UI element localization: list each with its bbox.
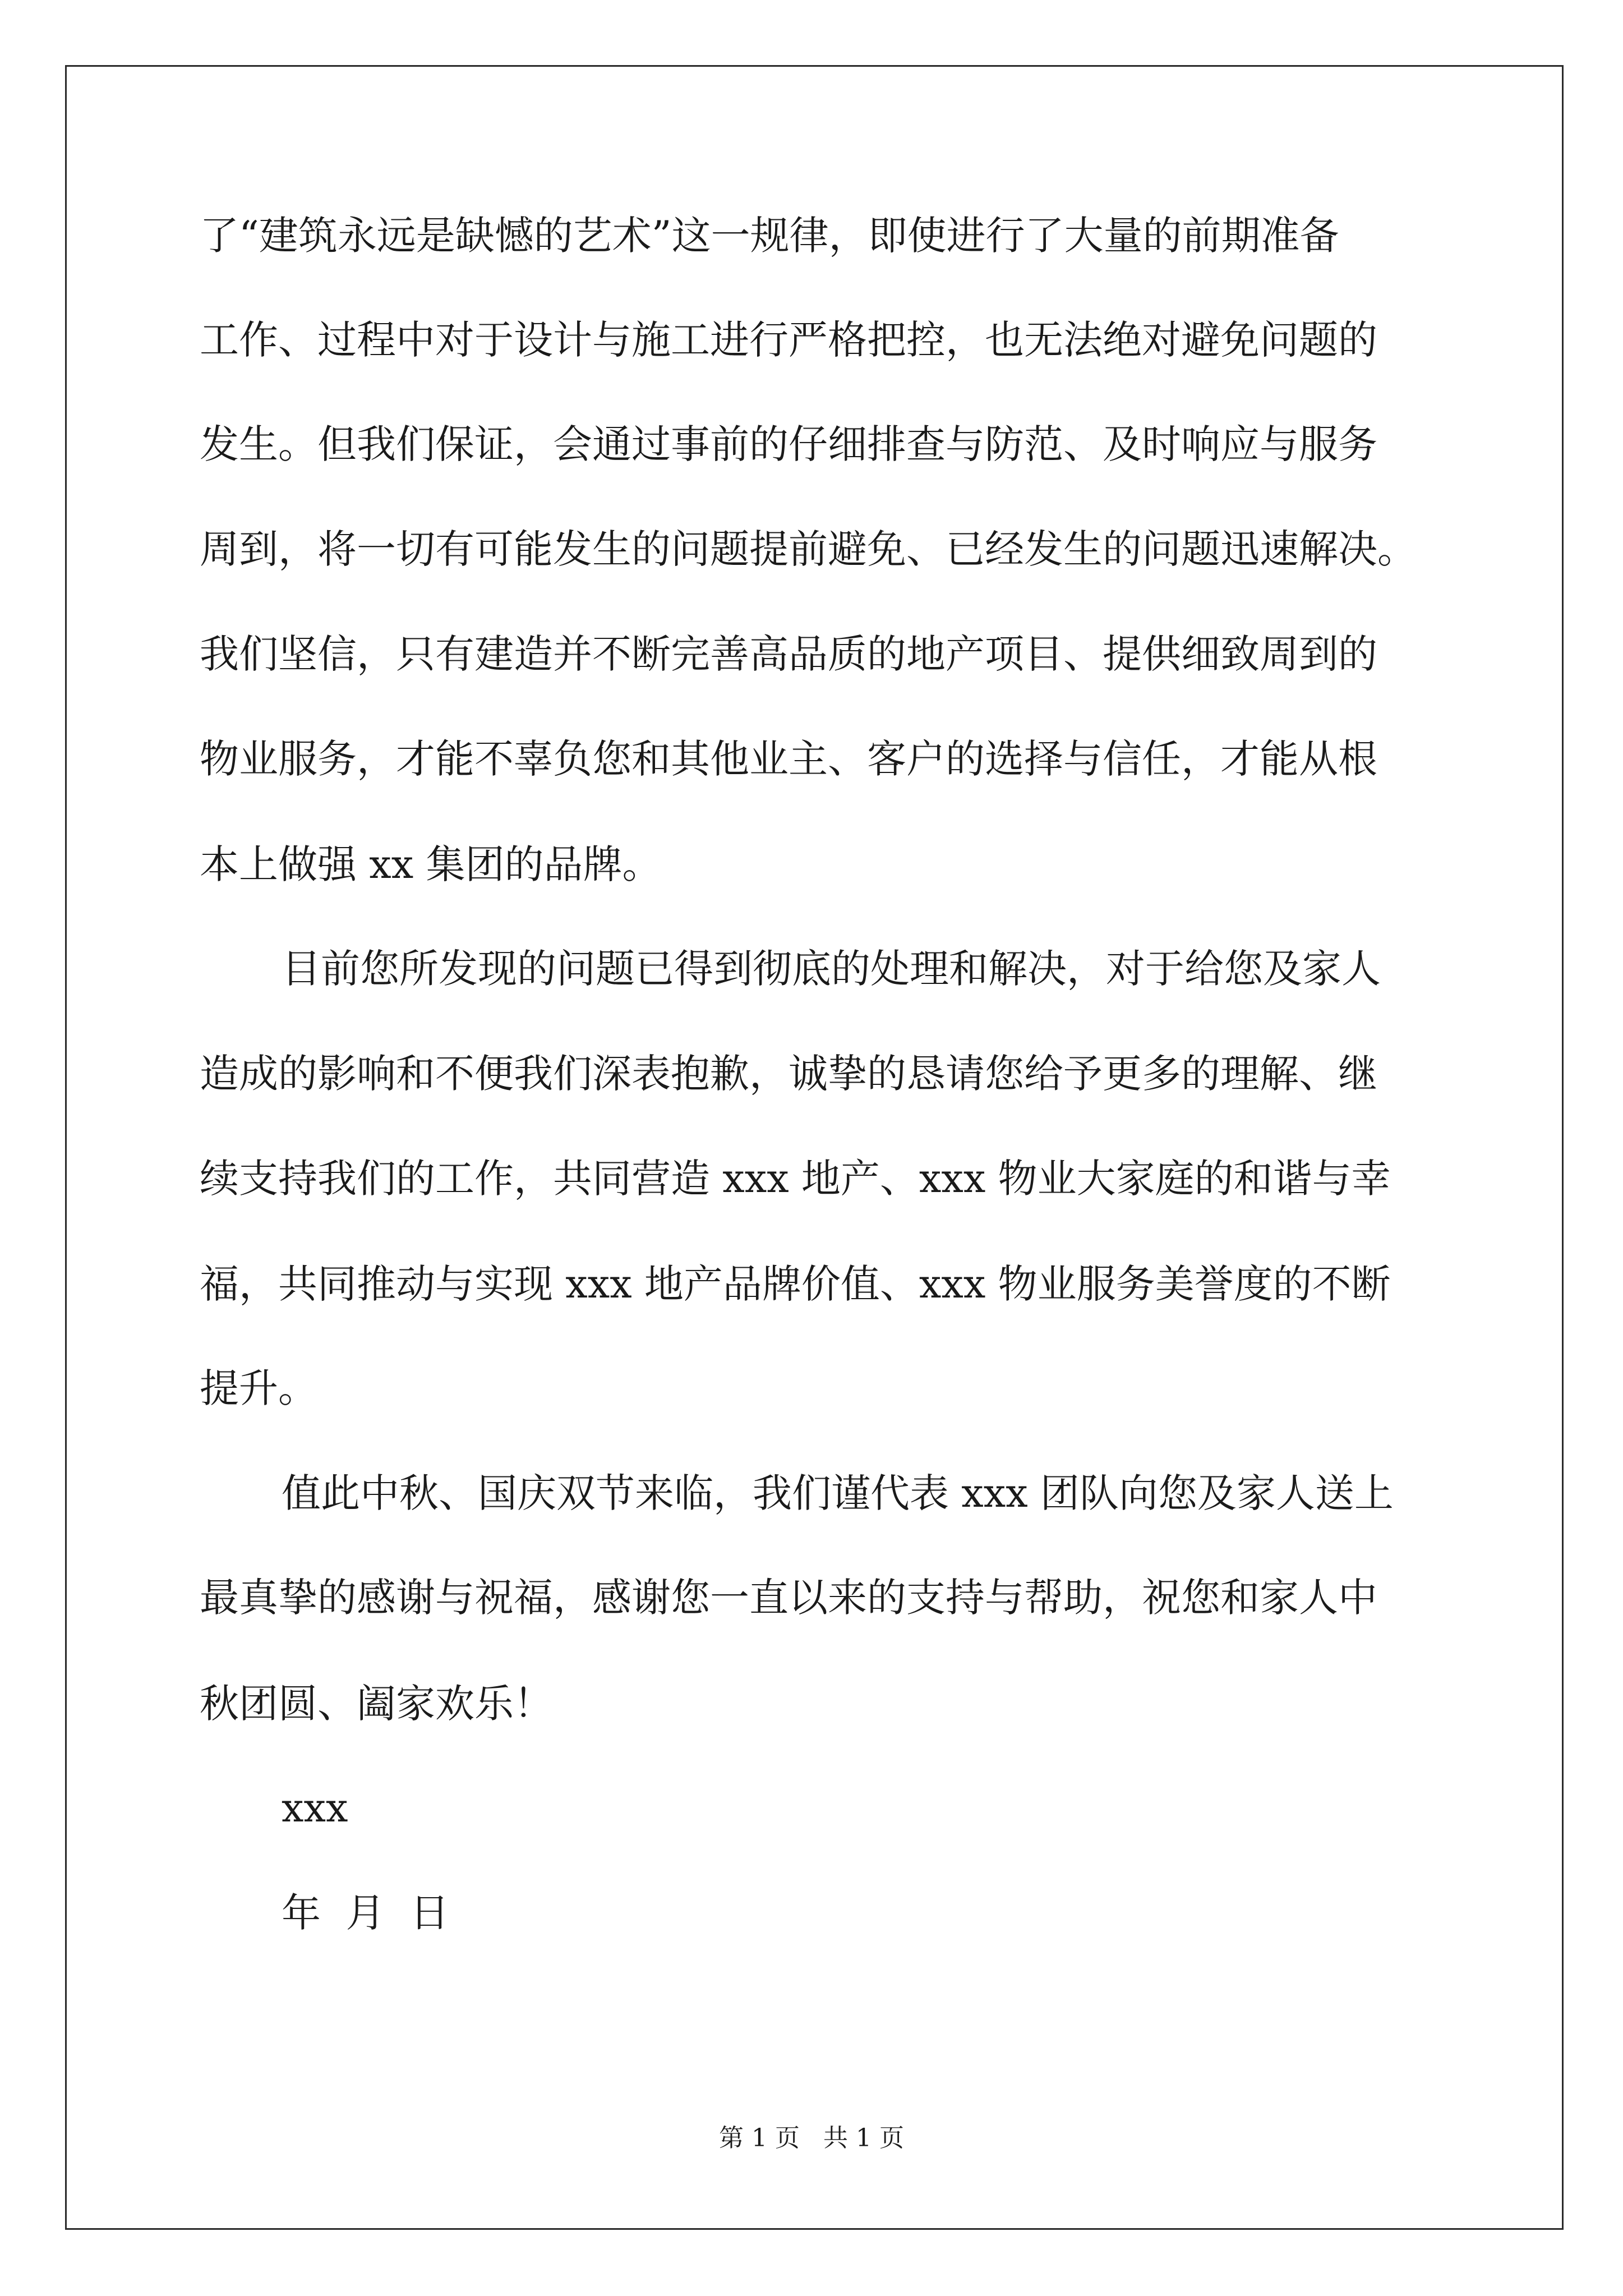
page-number-footer: 第 1 页 共 1 页 [719, 2124, 904, 2152]
paragraph-line: 值此中秋、国庆双节来临，我们谨代表 xxx 团队向您及家人送上 [282, 1470, 1394, 1516]
paragraph-line: 秋团圆、阖家欢乐！ [200, 1681, 553, 1727]
paragraph-line: 了“建筑永远是缺憾的艺术”这一规律，即使进行了大量的前期准备 [200, 213, 1339, 259]
paragraph-line: 工作、过程中对于设计与施工进行严格把控，也无法绝对避免问题的 [200, 317, 1377, 363]
paragraph-line: 发生。但我们保证，会通过事前的仔细排查与防范、及时响应与服务 [200, 421, 1377, 467]
paragraph-line: 福，共同推动与实现 xxx 地产品牌价值、xxx 物业服务美誉度的不断 [200, 1261, 1391, 1307]
paragraph-line: 周到，将一切有可能发生的问题提前避免、已经发生的问题迅速解决。 [200, 526, 1417, 572]
paragraph-line: 续支持我们的工作，共同营造 xxx 地产、xxx 物业大家庭的和谐与幸 [200, 1156, 1391, 1202]
paragraph-line: 造成的影响和不便我们深表抱歉，诚挚的恳请您给予更多的理解、继 [200, 1051, 1377, 1097]
paragraph-line: 目前您所发现的问题已得到彻底的处理和解决，对于给您及家人 [282, 946, 1381, 992]
paragraph-line: 我们坚信，只有建造并不断完善高品质的地产项目、提供细致周到的 [200, 631, 1377, 677]
signature-date: 年 月 日 [282, 1890, 450, 1936]
paragraph-line: 最真挚的感谢与祝福，感谢您一直以来的支持与帮助，祝您和家人中 [200, 1575, 1377, 1621]
signature-name: xxx [282, 1785, 348, 1831]
paragraph-line: 提升。 [200, 1365, 317, 1411]
paragraph-line: 物业服务，才能不辜负您和其他业主、客户的选择与信任，才能从根 [200, 736, 1377, 782]
paragraph-line: 本上做强 xx 集团的品牌。 [200, 841, 662, 887]
